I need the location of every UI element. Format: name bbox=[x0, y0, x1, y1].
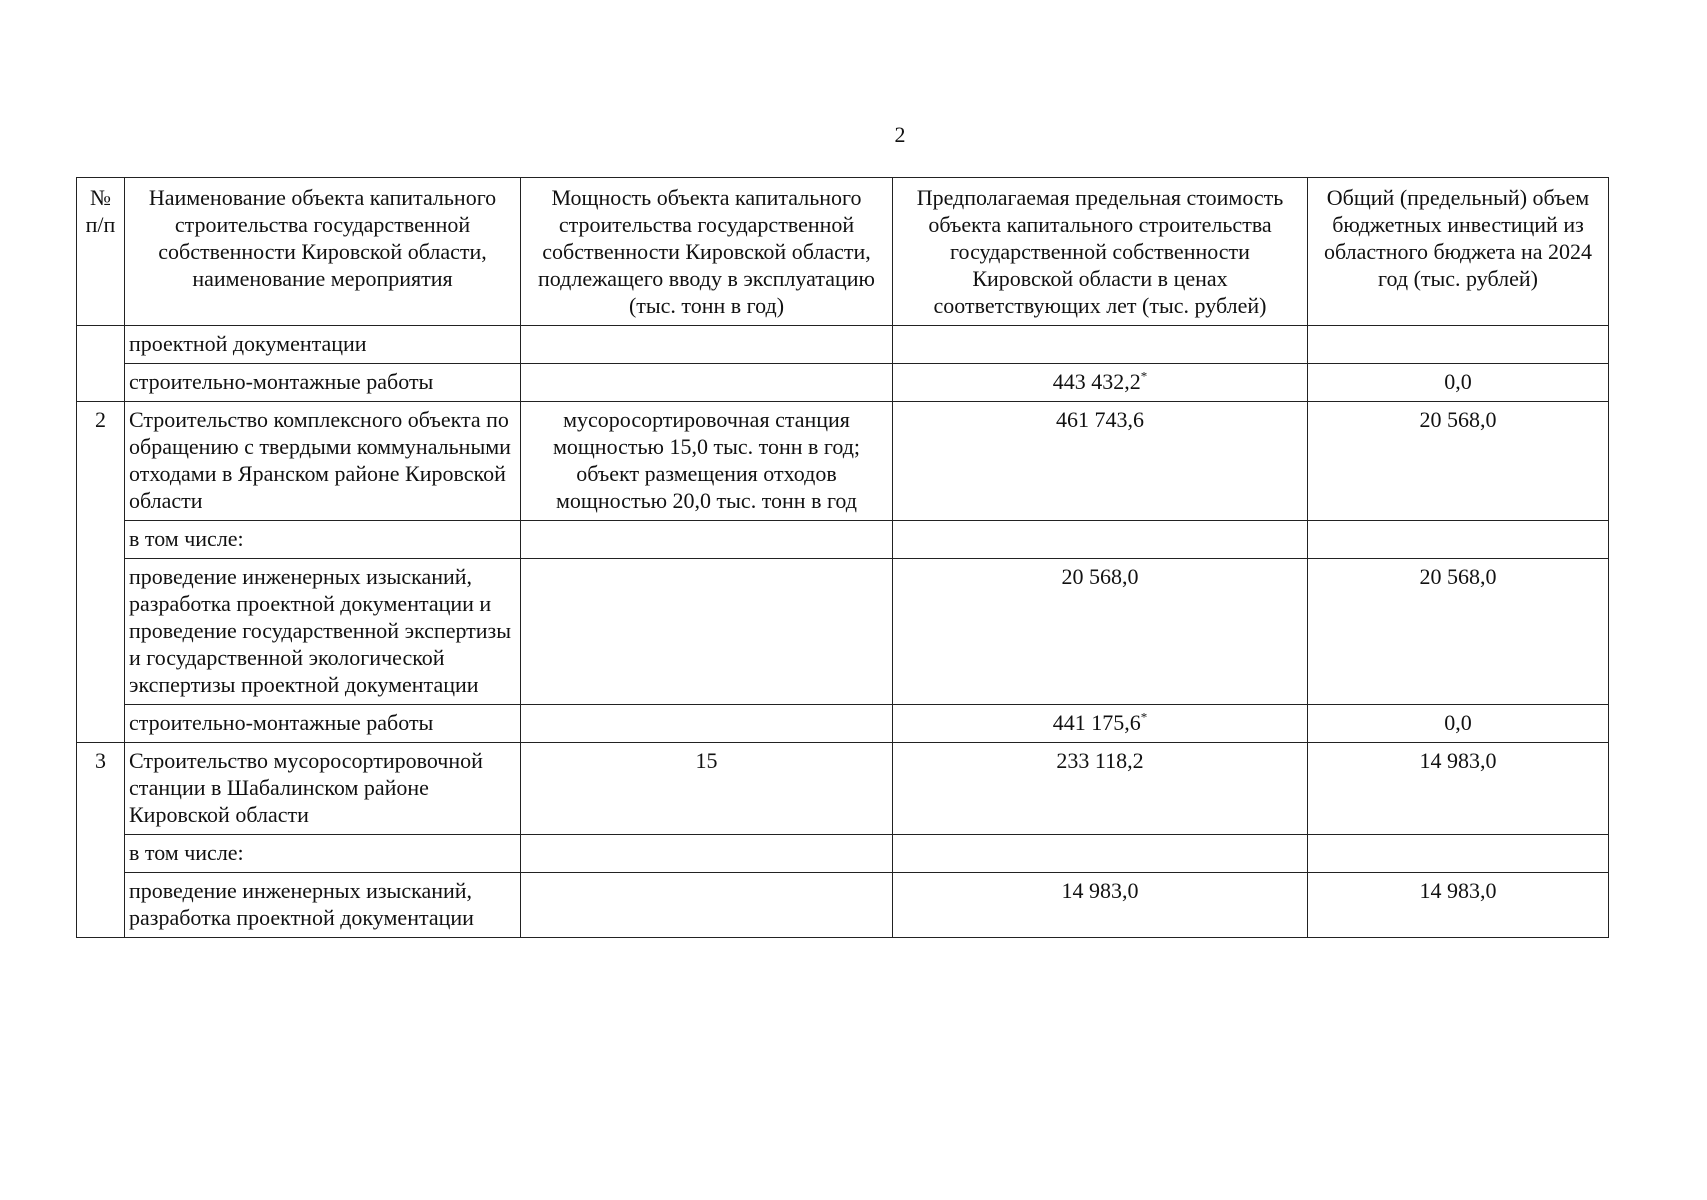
row-capacity-cell bbox=[521, 559, 893, 705]
table-row bbox=[77, 521, 1609, 559]
row-capacity-cell bbox=[521, 326, 893, 364]
row-investment-cell bbox=[1308, 521, 1609, 559]
row-name-cell: строительно-монтажные работы bbox=[125, 364, 521, 402]
row-investment-cell bbox=[1308, 326, 1609, 364]
footnote-marker: * bbox=[1140, 368, 1148, 384]
table-row bbox=[77, 364, 1609, 402]
row-cost-cell bbox=[893, 835, 1308, 873]
row-investment-cell: 0,0 bbox=[1308, 705, 1609, 743]
table-row bbox=[77, 559, 1609, 705]
row-name-cell: проектной документации bbox=[125, 326, 521, 364]
table-row bbox=[77, 402, 1609, 521]
row-name-cell: Строительство мусоросортировочной станции в Шабалинском районе Кировской области bbox=[125, 743, 521, 835]
row-capacity-cell bbox=[521, 835, 893, 873]
table-row bbox=[77, 743, 1609, 835]
row-cost-value: 14 983,0 bbox=[1061, 878, 1139, 903]
row-investment-cell: 14 983,0 bbox=[1308, 743, 1609, 835]
row-capacity-cell bbox=[521, 521, 893, 559]
row-capacity-cell bbox=[521, 364, 893, 402]
row-cost-cell bbox=[893, 364, 1308, 402]
investment-table bbox=[76, 177, 1609, 938]
row-cost-cell bbox=[893, 743, 1308, 835]
row-name-cell: Строительство комплексного объекта по обращению с твердыми коммунальными отходами в Яранском районе Кировской области bbox=[125, 402, 521, 521]
row-name-cell: в том числе: bbox=[125, 521, 521, 559]
row-num-cell bbox=[77, 326, 125, 364]
row-capacity-cell bbox=[521, 705, 893, 743]
row-investment-cell: 14 983,0 bbox=[1308, 873, 1609, 938]
row-name-cell: строительно-монтажные работы bbox=[125, 705, 521, 743]
page-number: 2 bbox=[894, 122, 906, 147]
footnote-marker: * bbox=[1140, 709, 1148, 725]
row-cost-value: 20 568,0 bbox=[1061, 564, 1139, 589]
row-investment-cell bbox=[1308, 835, 1609, 873]
header-investment: Общий (предельный) объем бюджетных инвестиций из областного бюджета на 2024 год (тыс. рублей) bbox=[1308, 178, 1609, 326]
header-name: Наименование объекта капитального строительства государственной собственности Кировской области, наименование мероприятия bbox=[125, 178, 521, 326]
table-header-row bbox=[77, 178, 1609, 326]
row-cost-cell bbox=[893, 402, 1308, 521]
header-capacity: Мощность объекта капитального строительства государственной собственности Кировской области, подлежащего вводу в эксплуатацию (тыс. тонн в год) bbox=[521, 178, 893, 326]
row-num-cell bbox=[77, 873, 125, 938]
row-cost-cell bbox=[893, 705, 1308, 743]
row-cost-value: 441 175,6 bbox=[1052, 710, 1141, 735]
row-num-cell: 2 bbox=[77, 402, 125, 521]
table-row bbox=[77, 835, 1609, 873]
row-capacity-cell: мусоросортировочная станция мощностью 15,0 тыс. тонн в год; объект размещения отходов мощностью 20,0 тыс. тонн в год bbox=[521, 402, 893, 521]
row-name-cell: проведение инженерных изысканий, разработка проектной документации и проведение государственной экспертизы и государственной экологической экспертизы проектной документации bbox=[125, 559, 521, 705]
row-investment-cell: 0,0 bbox=[1308, 364, 1609, 402]
row-cost-value: 443 432,2 bbox=[1052, 369, 1141, 394]
table-row bbox=[77, 705, 1609, 743]
table-body bbox=[77, 326, 1609, 938]
row-name-cell: в том числе: bbox=[125, 835, 521, 873]
header-cost: Предполагаемая предельная стоимость объекта капитального строительства государственной собственности Кировской области в ценах соответствующих лет (тыс. рублей) bbox=[893, 178, 1308, 326]
row-investment-cell: 20 568,0 bbox=[1308, 402, 1609, 521]
row-num-cell bbox=[77, 559, 125, 705]
row-investment-cell: 20 568,0 bbox=[1308, 559, 1609, 705]
row-cost-cell bbox=[893, 521, 1308, 559]
row-capacity-cell bbox=[521, 873, 893, 938]
row-num-cell bbox=[77, 521, 125, 559]
row-num-cell: 3 bbox=[77, 743, 125, 835]
row-cost-cell bbox=[893, 559, 1308, 705]
row-num-cell bbox=[77, 835, 125, 873]
header-num: № п/п bbox=[77, 178, 125, 326]
row-num-cell bbox=[77, 705, 125, 743]
row-cost-value: 233 118,2 bbox=[1056, 748, 1144, 773]
row-num-cell bbox=[77, 364, 125, 402]
row-cost-value: 461 743,6 bbox=[1056, 407, 1144, 432]
row-cost-cell bbox=[893, 326, 1308, 364]
table-row bbox=[77, 326, 1609, 364]
table-row bbox=[77, 873, 1609, 938]
row-name-cell: проведение инженерных изысканий, разработка проектной документации bbox=[125, 873, 521, 938]
row-cost-cell bbox=[893, 873, 1308, 938]
row-capacity-cell: 15 bbox=[521, 743, 893, 835]
